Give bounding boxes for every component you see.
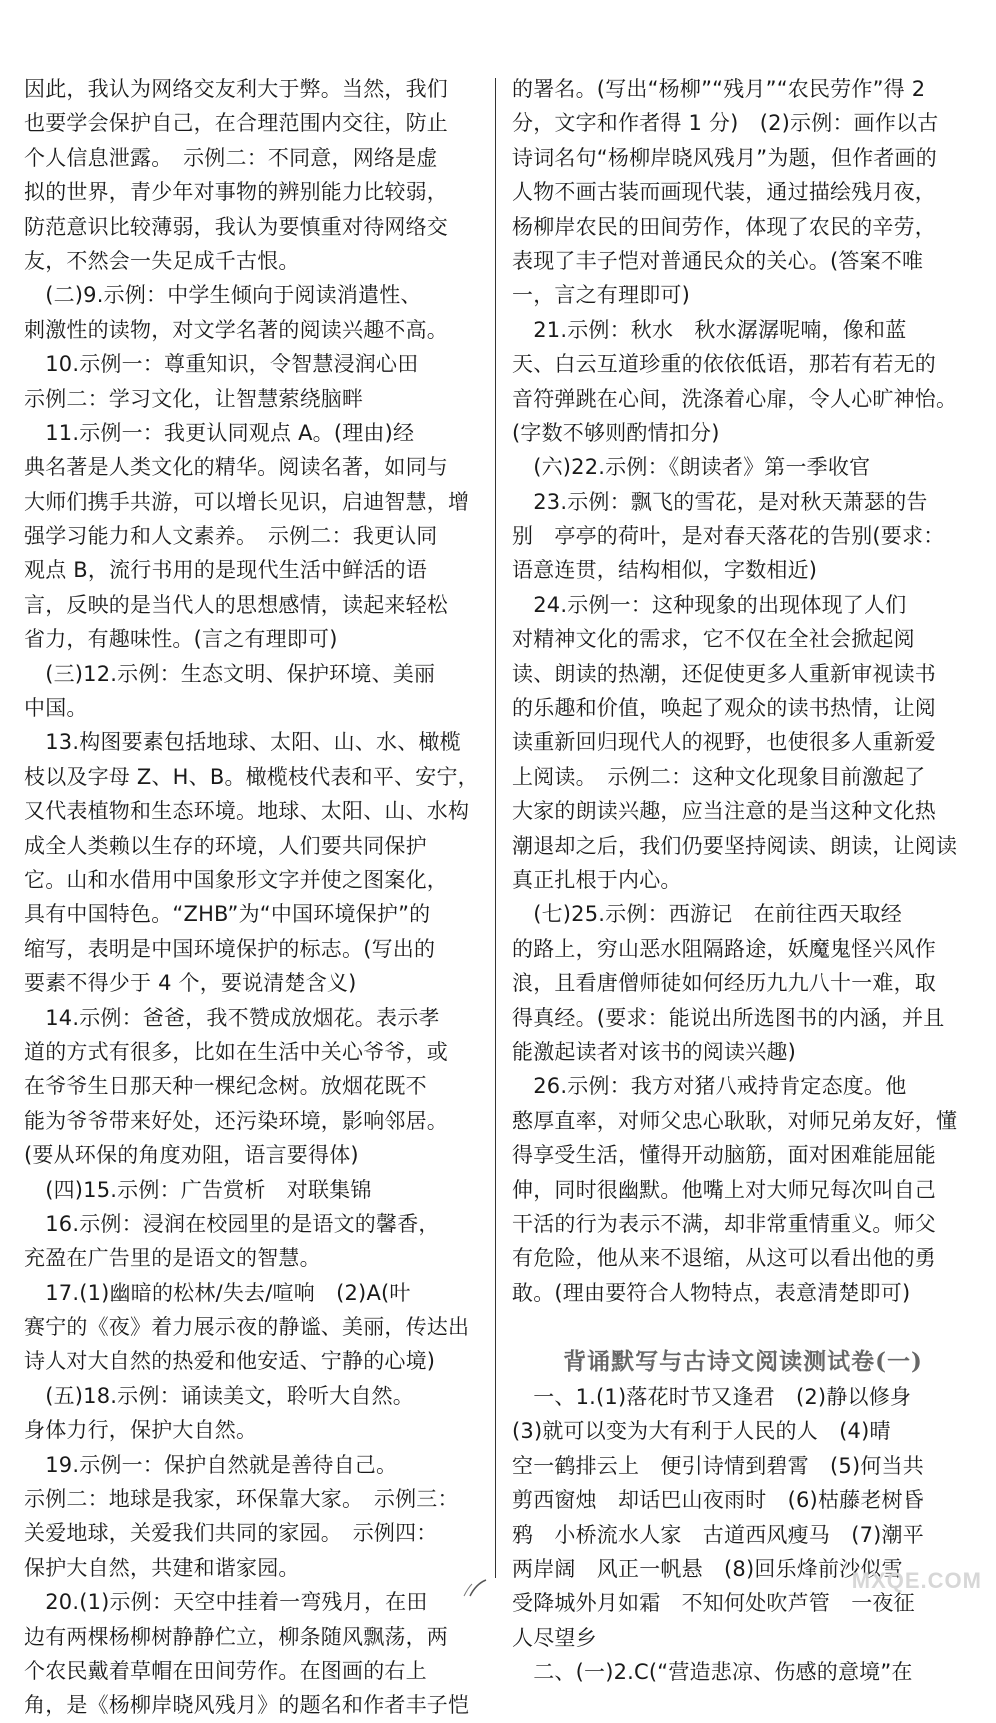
text-line: (要从环保的角度劝阻，语言要得体)	[24, 1143, 359, 1168]
text-line: 24.示例一：这种现象的出现体现了人们	[512, 592, 907, 617]
right-column-poetry-answers	[512, 1380, 974, 1690]
text-line: 一、1.(1)落花时节又逢君 (2)静以修身	[512, 1385, 912, 1410]
text-line: (三)12.示例：生态文明、保护环境、美丽	[24, 661, 436, 686]
right-column	[512, 72, 974, 1690]
text-line: (四)15.示例：广告赏析 对联集锦	[24, 1177, 372, 1202]
text-line: 关爱地球，关爱我们共同的家园。 示例四：	[24, 1521, 438, 1546]
page-corner-ornament	[440, 1578, 500, 1598]
text-line: 保护大自然，共建和谐家园。	[24, 1555, 300, 1580]
text-line: 的署名。(写出“杨柳”“残月”“农民劳作”得 2	[512, 77, 926, 101]
text-line: 对精神文化的需求，它不仅在全社会掀起阅	[512, 627, 915, 652]
text-line: 诗词名句“杨柳岸晓风残月”为题，但作者画的	[512, 145, 937, 170]
text-line: 浪，且看唐僧师徒如何经历九九八十一难，取	[512, 971, 936, 996]
text-line: 典名著是人类文化的精华。阅读名著，如同与	[24, 455, 448, 480]
text-line: 憨厚直率，对师父忠心耿耿，对师兄弟友好，懂	[512, 1108, 958, 1133]
text-line: 它。山和水借用中国象形文字并使之图案化，	[24, 867, 448, 892]
text-line: 分，文字和作者得 1 分) (2)示例：画作以古	[512, 111, 939, 136]
text-line: 23.示例：飘飞的雪花，是对秋天萧瑟的告	[512, 489, 928, 514]
text-line: 天、白云互道珍重的依依低语，那若有若无的	[512, 352, 936, 377]
text-line: (二)9.示例：中学生倾向于阅读消遣性、	[24, 283, 422, 308]
text-line: 防范意识比较薄弱，我认为要慎重对待网络交	[24, 214, 448, 239]
right-column-answers	[512, 72, 974, 1310]
text-line: 角，是《杨柳岸晓风残月》的题名和作者丰子恺	[24, 1693, 470, 1718]
text-line: 省力，有趣味性。(言之有理即可)	[24, 627, 338, 652]
text-line: 读、朗读的热潮，还促使更多人重新审视读书	[512, 661, 936, 686]
text-line: 诗人对大自然的热爱和他安适、宁静的心境)	[24, 1349, 436, 1374]
text-line: 空一鹤排云上 便引诗情到碧霄 (5)何当共	[512, 1453, 924, 1478]
text-line: 示例二：学习文化，让智慧萦绕脑畔	[24, 386, 364, 411]
text-line: 道的方式有很多，比如在生活中关心爷爷，或	[24, 1039, 448, 1064]
text-line: 也要学会保护自己，在合理范围内交往，防止	[24, 111, 448, 136]
text-line: 杨柳岸农民的田间劳作，体现了农民的辛劳，	[512, 214, 936, 239]
text-line: 枝以及字母 Z、H、B。橄榄枝代表和平、安宁，	[24, 764, 479, 789]
section-gap	[512, 1310, 974, 1344]
text-line: 示例二：地球是我家，环保靠大家。 示例三：	[24, 1487, 459, 1512]
text-line: 受降城外月如霜 不知何处吹芦管 一夜征	[512, 1591, 915, 1616]
text-line: 缩写，表明是中国环境保护的标志。(写出的	[24, 936, 436, 961]
text-line: (七)25.示例：西游记 在前往西天取经	[512, 902, 902, 927]
text-line: (3)就可以变为大有利于人民的人 (4)晴	[512, 1419, 891, 1444]
text-line: 剪西窗烛 却话巴山夜雨时 (6)枯藤老树昏	[512, 1488, 924, 1513]
text-line: (字数不够则酌情扣分)	[512, 420, 720, 445]
text-line: 真正扎根于内心。	[512, 867, 682, 892]
text-line: 两岸阔 风正一帆悬 (8)回乐烽前沙似雪	[512, 1557, 903, 1582]
text-line: 中国。	[24, 696, 88, 721]
text-line: 干活的行为表示不满，却非常重情重义。师父	[512, 1211, 936, 1236]
text-line: 鸦 小桥流水人家 古道西风瘦马 (7)潮平	[512, 1522, 924, 1547]
text-line: 11.示例一：我更认同观点 A。(理由)经	[24, 420, 415, 445]
text-line: 刺激性的读物，对文学名著的阅读兴趣不高。	[24, 317, 448, 342]
text-line: 二、(一)2.C(“营造悲凉、伤感的意境”在	[512, 1660, 913, 1685]
text-line: 观点 B，流行书用的是现代生活中鲜活的语	[24, 558, 428, 583]
text-line: 20.(1)示例：天空中挂着一弯残月，在田	[24, 1590, 428, 1615]
text-line: 身体力行，保护大自然。	[24, 1418, 258, 1443]
text-line: 个人信息泄露。 示例二：不同意，网络是虚	[24, 145, 438, 170]
text-line: 26.示例：我方对猪八戒持肯定态度。他	[512, 1074, 907, 1099]
text-line: 表现了丰子恺对普通民众的关心。(答案不唯	[512, 248, 924, 273]
text-line: 赛宁的《夜》着力展示夜的静谧、美丽，传达出	[24, 1315, 470, 1340]
section-title: 背诵默写与古诗文阅读测试卷(一)	[563, 1348, 923, 1376]
text-line: 19.示例一：保护自然就是善待自己。	[24, 1452, 398, 1477]
text-line: 音符弹跳在心间，洗涤着心扉，令人心旷神怡。	[512, 386, 958, 411]
text-line: 一，言之有理即可)	[512, 283, 690, 308]
column-divider	[495, 78, 496, 1578]
text-line: 伸，同时很幽默。他嘴上对大师兄每次叫自己	[512, 1177, 936, 1202]
text-line: 14.示例：爸爸，我不赞成放烟花。表示孝	[24, 1005, 440, 1030]
text-line: 得真经。(要求：能说出所选图书的内涵，并且	[512, 1005, 945, 1030]
text-line: (五)18.示例：诵读美文，聆听大自然。	[24, 1383, 414, 1408]
text-line: 成全人类赖以生存的环境，人们要共同保护	[24, 833, 427, 858]
text-line: 又代表植物和生态环境。地球、太阳、山、水构	[24, 799, 470, 824]
text-line: 个农民戴着草帽在田间劳作。在图画的右上	[24, 1658, 427, 1683]
text-line: 边有两棵杨柳树静静伫立，柳条随风飘荡，两	[24, 1624, 448, 1649]
text-line: 人尽望乡	[512, 1625, 597, 1650]
text-line: 语意连贯，结构相似，字数相近)	[512, 558, 818, 583]
text-line: 要素不得少于 4 个，要说清楚含义)	[24, 971, 357, 996]
text-line: 在爷爷生日那天种一棵纪念树。放烟花既不	[24, 1074, 427, 1099]
text-line: 拟的世界，青少年对事物的辨别能力比较弱，	[24, 180, 448, 205]
left-column	[24, 72, 482, 1723]
text-line: 得享受生活，懂得开动脑筋，面对困难能屈能	[512, 1143, 936, 1168]
text-line: 21.示例：秋水 秋水潺潺呢喃，像和蓝	[512, 317, 907, 342]
text-line: (六)22.示例：《朗读者》第一季收官	[512, 455, 871, 480]
text-line: 潮退却之后，我们仍要坚持阅读、朗读，让阅读	[512, 833, 958, 858]
text-line: 别 亭亭的荷叶，是对春天落花的告别(要求：	[512, 524, 945, 549]
text-line: 10.示例一：尊重知识，令智慧浸润心田	[24, 352, 419, 377]
text-line: 读重新回归现代人的视野，也使很多人重新爱	[512, 730, 936, 755]
text-line: 充盈在广告里的是语文的智慧。	[24, 1246, 321, 1271]
text-line: 具有中国特色。“ZHB”为“中国环境保护”的	[24, 902, 431, 927]
text-line: 强学习能力和人文素养。 示例二：我更认同	[24, 524, 438, 549]
text-line: 友，不然会一失足成千古恨。	[24, 248, 300, 273]
text-line: 大师们携手共游，可以增长见识，启迪智慧，增	[24, 489, 470, 514]
text-line: 的乐趣和价值，唤起了观众的读书热情，让阅	[512, 696, 936, 721]
text-line: 有危险，他从来不退缩，从这可以看出他的勇	[512, 1246, 936, 1271]
text-line: 人物不画古装而画现代装，通过描绘残月夜，	[512, 180, 936, 205]
text-line: 敢。(理由要符合人物特点，表意清楚即可)	[512, 1280, 911, 1305]
text-line: 上阅读。 示例二：这种文化现象目前激起了	[512, 764, 926, 789]
text-line: 因此，我认为网络交友利大于弊。当然，我们	[24, 77, 448, 101]
text-line: 能为爷爷带来好处，还污染环境，影响邻居。	[24, 1108, 448, 1133]
text-line: 16.示例：浸润在校园里的是语文的馨香，	[24, 1211, 440, 1236]
text-line: 的路上，穷山恶水阻隔路途，妖魔鬼怪兴风作	[512, 936, 936, 961]
text-line: 能激起读者对该书的阅读兴趣)	[512, 1039, 796, 1064]
text-line: 言，反映的是当代人的思想感情，读起来轻松	[24, 592, 448, 617]
text-line: 大家的朗读兴趣，应当注意的是当这种文化热	[512, 799, 936, 824]
text-line: 17.(1)幽暗的松林/失去/喧响 (2)A(叶	[24, 1280, 411, 1305]
text-line: 13.构图要素包括地球、太阳、山、水、橄榄	[24, 730, 461, 755]
site-watermark: MXQE.COM	[851, 1568, 982, 1593]
